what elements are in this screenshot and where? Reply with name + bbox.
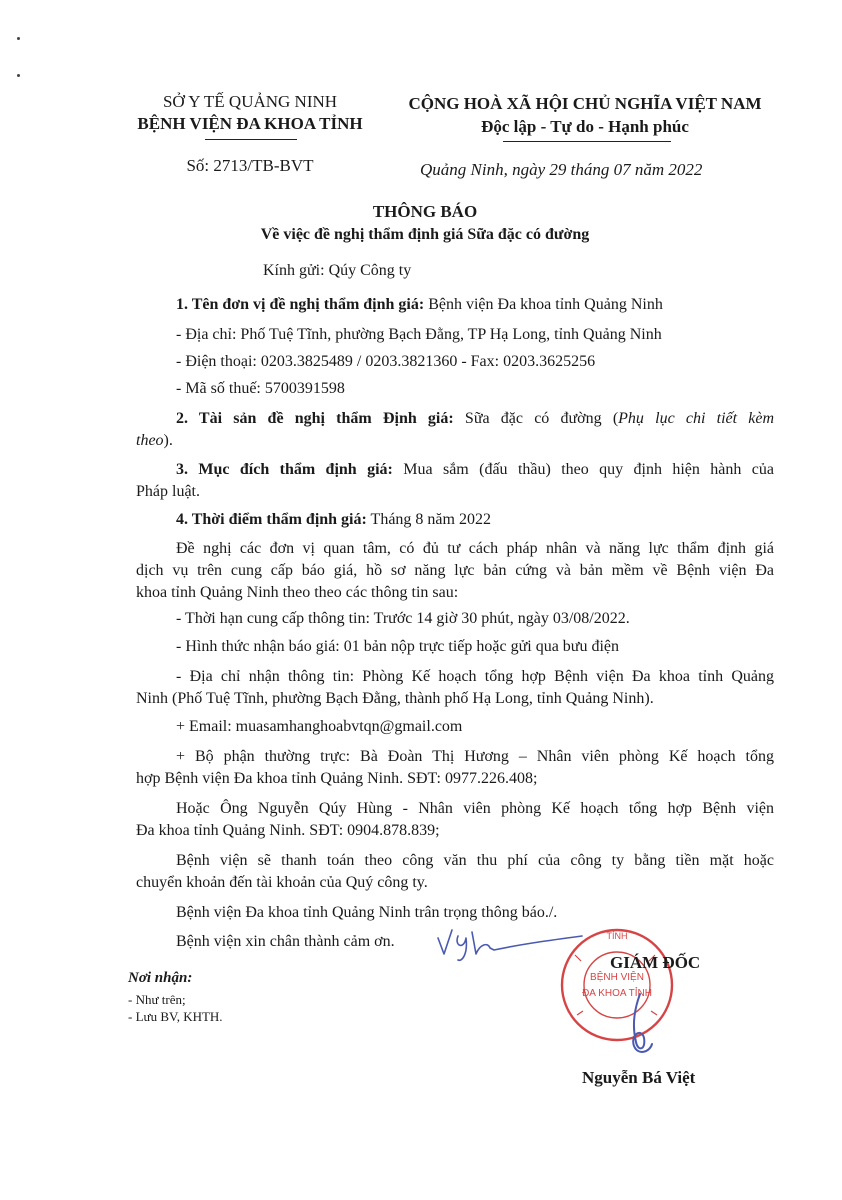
duty-line: + Bộ phận thường trực: Bà Đoàn Thị Hương – Nhân viên phòng Kế hoạch tổng (176, 748, 774, 765)
payment-line: chuyển khoản đến tài khoản của Quý công ty. (136, 874, 428, 891)
section-3-cont: Pháp luật. (136, 483, 200, 500)
org-parent: SỞ Y TẾ QUẢNG NINH (162, 92, 338, 111)
motto: Độc lập - Tự do - Hạnh phúc (481, 117, 689, 136)
section-2-value: Sữa đặc có đường ( (453, 410, 619, 427)
alternate-contact-line: Đa khoa tỉnh Quảng Ninh. SĐT: 0904.878.839; (136, 822, 440, 839)
doc-number: Số: 2713/TB-BVT (186, 156, 314, 175)
recipient-item: - Như trên; (128, 992, 186, 1007)
tax-line: - Mã số thuế: 5700391598 (176, 380, 345, 397)
section-2-cont-italic: theo (136, 432, 164, 449)
section-1-value: Bệnh viện Đa khoa tỉnh Quảng Ninh (424, 296, 663, 313)
section-2 (176, 410, 774, 428)
duty-line: hợp Bệnh viện Đa khoa tỉnh Quảng Ninh. SĐT: 0977.226.408; (136, 770, 538, 787)
section-1 (176, 296, 663, 314)
scan-speck (17, 74, 20, 77)
stamp-line-2: ĐA KHOA TỈNH (582, 988, 652, 999)
org-underline (205, 139, 297, 140)
section-2-italic: Phụ lục chi tiết kèm (618, 410, 775, 427)
deadline-line: - Thời hạn cung cấp thông tin: Trước 14 giờ 30 phút, ngày 03/08/2022. (176, 610, 630, 627)
motto-underline (503, 141, 671, 142)
request-para-line: khoa tỉnh Quảng Ninh theo theo các thông tin sau: (136, 584, 459, 601)
section-3-value: Mua sắm (đấu thầu) theo quy định hiện hành của (392, 461, 774, 478)
doc-heading: THÔNG BÁO (372, 202, 478, 221)
place-date: Quảng Ninh, ngày 29 tháng 07 năm 2022 (420, 160, 703, 179)
recipients-label: Nơi nhận: (128, 970, 193, 986)
receive-address-line: Ninh (Phố Tuệ Tĩnh, phường Bạch Đằng, thành phố Hạ Long, tỉnh Quảng Ninh). (136, 690, 654, 707)
thanks-line: Bệnh viện xin chân thành cảm ơn. (176, 933, 395, 950)
section-3-label: 3. Mục đích thẩm định giá: (176, 461, 393, 478)
payment-line: Bệnh viện sẽ thanh toán theo công văn thu phí của công ty bằng tiền mặt hoặc (176, 852, 774, 869)
phone-line: - Điện thoại: 0203.3825489 / 0203.3821360 - Fax: 0203.3625256 (176, 353, 596, 370)
alternate-contact-line: Hoặc Ông Nguyễn Qúy Hùng - Nhân viên phòng Kế hoạch tổng hợp Bệnh viện (176, 800, 774, 817)
signer-name: Nguyễn Bá Việt (582, 1068, 696, 1087)
doc-subject: Về việc đề nghị thẩm định giá Sữa đặc có đường (260, 226, 590, 243)
request-para-line: Đề nghị các đơn vị quan tâm, có đủ tư cách pháp nhân và năng lực thẩm định giá (176, 540, 774, 557)
org-name: BỆNH VIỆN ĐA KHOA TỈNH (137, 114, 363, 133)
recipient-item: - Lưu BV, KHTH. (128, 1009, 223, 1024)
section-4-label: 4. Thời điểm thẩm định giá: (176, 511, 367, 528)
section-4-value: Tháng 8 năm 2022 (366, 511, 491, 528)
request-para-line: dịch vụ trên cung cấp báo giá, hồ sơ năng lực bản cứng và bản mềm về Bệnh viện Đa (136, 562, 774, 579)
signer-position: GIÁM ĐỐC (610, 953, 701, 972)
director-signature (620, 990, 660, 1060)
section-4 (176, 511, 491, 529)
form-line: - Hình thức nhận báo giá: 01 bản nộp trực tiếp hoặc gửi qua bưu điện (176, 638, 620, 655)
stamp-line-1: BỆNH VIỆN (590, 972, 644, 983)
notice-line: Bệnh viện Đa khoa tỉnh Quảng Ninh trân trọng thông báo./. (176, 904, 558, 921)
section-1-label: 1. Tên đơn vị đề nghị thẩm định giá: (176, 296, 425, 313)
nation-title: CỘNG HOÀ XÃ HỘI CHỦ NGHĨA VIỆT NAM (408, 94, 762, 113)
email-line: + Email: muasamhanghoabvtqn@gmail.com (176, 718, 463, 735)
section-2-cont-end: ). (163, 432, 173, 449)
section-3 (176, 461, 774, 479)
receive-address-line: - Địa chỉ nhận thông tin: Phòng Kế hoạch tổng hợp Bệnh viện Đa khoa tỉnh Quảng (176, 668, 774, 685)
stamp-ring-text: TỈNH (606, 931, 628, 941)
address-line: - Địa chỉ: Phố Tuệ Tĩnh, phường Bạch Đằng, TP Hạ Long, tỉnh Quảng Ninh (176, 326, 662, 343)
section-2-cont (136, 432, 173, 450)
section-2-label: 2. Tài sản đề nghị thẩm Định giá: (176, 410, 454, 427)
greeting: Kính gửi: Qúy Công ty (263, 262, 412, 279)
scan-speck (17, 37, 20, 40)
